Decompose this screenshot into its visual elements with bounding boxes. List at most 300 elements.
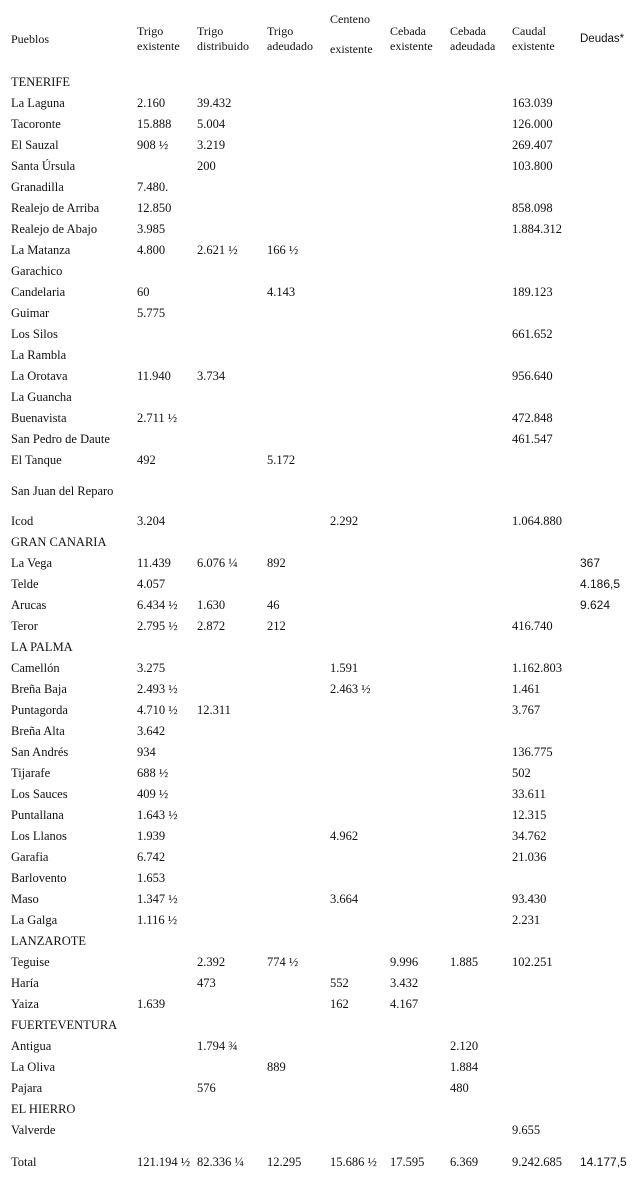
trigo-existente-cell: 11.439 (137, 556, 171, 570)
trigo-distribuido-cell: 82.336 ¼ (197, 1154, 244, 1169)
centeno-existente-cell (325, 1057, 385, 1078)
deudas-cell (575, 114, 637, 135)
cebada-adeudada-cell (445, 721, 507, 742)
centeno-existente-cell: 1.591 (330, 661, 359, 675)
trigo-distribuido-cell (192, 429, 262, 450)
trigo-distribuido-cell (192, 826, 262, 847)
centeno-existente-cell (325, 471, 385, 511)
trigo-distribuido-cell: 6.076 ¼ (197, 556, 238, 570)
pueblo-cell: Santa Úrsula (11, 159, 76, 173)
trigo-distribuido-cell (192, 511, 262, 532)
table-row (6, 952, 637, 973)
trigo-distribuido-cell (192, 177, 262, 198)
total-row (6, 1141, 637, 1183)
trigo-adeudado-cell (262, 156, 325, 177)
deudas-cell (575, 910, 637, 931)
deudas-cell (575, 345, 637, 366)
centeno-existente-cell (325, 910, 385, 931)
table-row (6, 784, 637, 805)
pueblo-cell: Puntagorda (11, 703, 68, 717)
trigo-existente-cell: 4.710 ½ (137, 703, 178, 717)
pueblo-cell: Guimar (11, 306, 50, 320)
centeno-existente-cell (325, 240, 385, 261)
caudal-existente-cell: 416.740 (512, 619, 553, 633)
trigo-adeudado-cell: 774 ½ (267, 955, 299, 969)
header-centeno-existente (325, 6, 385, 72)
cebada-existente-cell (385, 177, 445, 198)
caudal-existente-cell (507, 1078, 575, 1099)
deudas-cell (575, 261, 637, 282)
cebada-adeudada-cell (445, 763, 507, 784)
centeno-existente-cell (325, 303, 385, 324)
caudal-existente-cell (507, 1036, 575, 1057)
cebada-adeudada-cell (445, 742, 507, 763)
table-row (6, 240, 637, 261)
header-pueblos: Pueblos (11, 31, 50, 46)
table-row (6, 1036, 637, 1057)
caudal-existente-cell: 34.762 (512, 829, 547, 843)
deudas-cell (575, 282, 637, 303)
trigo-adeudado-cell (262, 700, 325, 721)
trigo-existente-cell: 7.480. (137, 180, 169, 194)
cebada-existente-cell (385, 219, 445, 240)
cebada-existente-cell (385, 1120, 445, 1141)
cebada-adeudada-cell (445, 429, 507, 450)
table-row (6, 1078, 637, 1099)
trigo-existente-cell: 1.639 (137, 997, 166, 1011)
cebada-existente-cell (385, 429, 445, 450)
pueblo-cell: Antigua (11, 1039, 52, 1053)
cebada-existente-cell: 4.167 (390, 997, 419, 1011)
pueblo-cell: Camellón (11, 661, 60, 675)
cebada-adeudada-cell (445, 366, 507, 387)
trigo-existente-cell: 1.939 (137, 829, 166, 843)
trigo-existente-cell (132, 1036, 192, 1057)
trigo-adeudado-cell (262, 135, 325, 156)
trigo-adeudado-cell (262, 387, 325, 408)
cebada-existente-cell (385, 574, 445, 595)
trigo-adeudado-cell (262, 261, 325, 282)
pueblo-cell: Breña Alta (11, 724, 65, 738)
deudas-cell (575, 156, 637, 177)
cebada-existente-cell (385, 156, 445, 177)
centeno-existente-cell (325, 219, 385, 240)
pueblo-cell: Telde (11, 577, 39, 591)
cebada-existente-cell (385, 889, 445, 910)
caudal-existente-cell: 661.652 (512, 327, 553, 341)
centeno-existente-cell (325, 324, 385, 345)
table-row (6, 93, 637, 114)
trigo-adeudado-cell (262, 198, 325, 219)
cebada-adeudada-cell: 1.885 (450, 955, 479, 969)
island-header-row (6, 931, 637, 952)
trigo-distribuido-cell (192, 574, 262, 595)
trigo-distribuido-cell (192, 784, 262, 805)
centeno-existente-cell: 3.664 (330, 892, 359, 906)
island-name: LANZAROTE (11, 934, 86, 948)
caudal-existente-cell (507, 450, 575, 471)
deudas-cell (575, 1078, 637, 1099)
cebada-existente-cell (385, 408, 445, 429)
cebada-adeudada-cell (445, 114, 507, 135)
centeno-existente-cell: 2.292 (330, 514, 359, 528)
table-row (6, 616, 637, 637)
cebada-existente-cell (385, 135, 445, 156)
trigo-distribuido-cell (192, 889, 262, 910)
trigo-distribuido-cell (192, 1120, 262, 1141)
island-name: LA PALMA (11, 640, 73, 654)
table-row (6, 763, 637, 784)
pueblo-cell: Breña Baja (11, 682, 67, 696)
table-row (6, 1057, 637, 1078)
centeno-existente-cell (325, 345, 385, 366)
caudal-existente-cell: 3.767 (512, 703, 541, 717)
trigo-adeudado-cell (262, 889, 325, 910)
table-row (6, 303, 637, 324)
pueblo-cell: Tacoronte (11, 117, 61, 131)
trigo-existente-cell: 3.985 (137, 222, 166, 236)
table-row (6, 700, 637, 721)
table-row (6, 366, 637, 387)
pueblo-cell: Teguise (11, 955, 50, 969)
island-header-row (6, 1099, 637, 1120)
cebada-adeudada-cell (445, 826, 507, 847)
cebada-existente-cell (385, 553, 445, 574)
deudas-cell (575, 387, 637, 408)
pueblo-cell: San Pedro de Daute (11, 432, 110, 446)
trigo-distribuido-cell (192, 408, 262, 429)
cebada-existente-cell (385, 847, 445, 868)
table-row (6, 429, 637, 450)
pueblo-cell: Icod (11, 514, 34, 528)
trigo-existente-cell: 3.204 (137, 514, 166, 528)
cebada-adeudada-cell (445, 219, 507, 240)
header-caudal-existente: Caudal existente (512, 24, 555, 53)
table-row (6, 910, 637, 931)
trigo-distribuido-cell (192, 679, 262, 700)
cebada-existente-cell (385, 679, 445, 700)
pueblo-cell: La Guancha (11, 390, 72, 404)
centeno-existente-cell: 162 (330, 997, 349, 1011)
pueblo-cell: La Orotava (11, 369, 68, 383)
trigo-distribuido-cell (192, 219, 262, 240)
caudal-existente-cell (507, 553, 575, 574)
cebada-adeudada-cell (445, 1120, 507, 1141)
trigo-distribuido-cell: 3.734 (197, 369, 226, 383)
cebada-existente-cell (385, 1057, 445, 1078)
trigo-adeudado-cell (262, 742, 325, 763)
trigo-adeudado-cell (262, 973, 325, 994)
caudal-existente-cell (507, 303, 575, 324)
caudal-existente-cell: 9.655 (512, 1123, 541, 1137)
trigo-adeudado-cell: 212 (267, 619, 286, 633)
trigo-adeudado-cell: 889 (267, 1060, 286, 1074)
table-row (6, 282, 637, 303)
cebada-existente-cell (385, 471, 445, 511)
caudal-existente-cell (507, 240, 575, 261)
caudal-existente-cell: 93.430 (512, 892, 547, 906)
deudas-cell: 4.186,5 (580, 577, 621, 591)
caudal-existente-cell: 461.547 (512, 432, 553, 446)
trigo-existente-cell: 3.275 (137, 661, 166, 675)
pueblo-cell: Total (11, 1154, 37, 1169)
cebada-existente-cell (385, 763, 445, 784)
trigo-distribuido-cell (192, 847, 262, 868)
trigo-adeudado-cell (262, 1078, 325, 1099)
pueblo-cell: Garachico (11, 264, 63, 278)
trigo-distribuido-cell (192, 387, 262, 408)
pueblo-cell: El Sauzal (11, 138, 59, 152)
trigo-distribuido-cell: 5.004 (197, 117, 226, 131)
cebada-adeudada-cell (445, 574, 507, 595)
cebada-adeudada-cell (445, 805, 507, 826)
deudas-cell (575, 784, 637, 805)
trigo-existente-cell: 6.742 (137, 850, 166, 864)
pueblo-cell: Los Sauces (11, 787, 68, 801)
trigo-adeudado-cell (262, 114, 325, 135)
caudal-existente-cell: 9.242.685 (512, 1154, 562, 1169)
centeno-existente-cell (325, 93, 385, 114)
caudal-existente-cell (507, 574, 575, 595)
trigo-existente-cell: 12.850 (137, 201, 172, 215)
pueblo-cell: Candelaria (11, 285, 66, 299)
cebada-existente-cell (385, 784, 445, 805)
centeno-existente-cell (325, 1120, 385, 1141)
table-row (6, 261, 637, 282)
pueblo-cell: Haría (11, 976, 39, 990)
deudas-cell (575, 889, 637, 910)
caudal-existente-cell: 102.251 (512, 955, 553, 969)
cebada-adeudada-cell (445, 240, 507, 261)
trigo-adeudado-cell (262, 219, 325, 240)
pueblo-cell: La Galga (11, 913, 58, 927)
table-row (6, 135, 637, 156)
trigo-existente-cell (132, 261, 192, 282)
pueblo-cell: Maso (11, 892, 39, 906)
pueblo-cell: La Vega (11, 556, 53, 570)
cebada-adeudada-cell (445, 994, 507, 1015)
pueblo-cell: Tijarafe (11, 766, 51, 780)
cebada-adeudada-cell (445, 553, 507, 574)
centeno-existente-cell (325, 574, 385, 595)
caudal-existente-cell: 269.407 (512, 138, 553, 152)
cebada-adeudada-cell (445, 784, 507, 805)
centeno-existente-cell (325, 198, 385, 219)
trigo-existente-cell: 15.888 (137, 117, 172, 131)
trigo-adeudado-cell: 4.143 (267, 285, 296, 299)
deudas-cell: 14.177,5 (580, 1154, 627, 1169)
pueblo-cell: Barlovento (11, 871, 67, 885)
centeno-existente-cell: 2.463 ½ (330, 682, 371, 696)
trigo-existente-cell (132, 429, 192, 450)
trigo-adeudado-cell (262, 511, 325, 532)
trigo-adeudado-cell: 892 (267, 556, 286, 570)
cebada-existente-cell (385, 721, 445, 742)
trigo-existente-cell: 4.800 (137, 243, 166, 257)
pueblo-cell: Buenavista (11, 411, 67, 425)
trigo-adeudado-cell (262, 574, 325, 595)
table-row (6, 553, 637, 574)
header-centeno-line2: existente (330, 42, 373, 56)
cebada-existente-cell (385, 324, 445, 345)
centeno-existente-cell (325, 261, 385, 282)
centeno-existente-cell (325, 784, 385, 805)
deudas-cell (575, 240, 637, 261)
deudas-cell (575, 303, 637, 324)
caudal-existente-cell: 502 (512, 766, 531, 780)
cebada-adeudada-cell: 2.120 (450, 1039, 479, 1053)
caudal-existente-cell (507, 868, 575, 889)
trigo-adeudado-cell (262, 177, 325, 198)
deudas-cell (575, 868, 637, 889)
centeno-existente-cell (325, 429, 385, 450)
centeno-existente-cell (325, 595, 385, 616)
centeno-existente-cell (325, 721, 385, 742)
cebada-adeudada-cell (445, 868, 507, 889)
trigo-distribuido-cell: 200 (197, 159, 216, 173)
trigo-adeudado-cell (262, 324, 325, 345)
deudas-cell (575, 198, 637, 219)
cebada-existente-cell (385, 387, 445, 408)
deudas-cell (575, 952, 637, 973)
caudal-existente-cell: 858.098 (512, 201, 553, 215)
trigo-distribuido-cell (192, 303, 262, 324)
cebada-existente-cell (385, 511, 445, 532)
table-row (6, 889, 637, 910)
cebada-existente-cell (385, 261, 445, 282)
table-row (6, 574, 637, 595)
deudas-cell (575, 1057, 637, 1078)
caudal-existente-cell: 189.123 (512, 285, 553, 299)
table-row (6, 826, 637, 847)
pueblo-cell: El Tanque (11, 453, 62, 467)
table-row (6, 805, 637, 826)
header-cebada-existente: Cebada existente (390, 24, 433, 53)
trigo-distribuido-cell: 39.432 (197, 96, 232, 110)
deudas-cell (575, 471, 637, 511)
cebada-existente-cell (385, 595, 445, 616)
trigo-adeudado-cell (262, 910, 325, 931)
centeno-existente-cell (325, 847, 385, 868)
trigo-existente-cell: 5.775 (137, 306, 166, 320)
trigo-existente-cell: 1.653 (137, 871, 166, 885)
trigo-distribuido-cell (192, 742, 262, 763)
trigo-adeudado-cell (262, 868, 325, 889)
caudal-existente-cell: 163.039 (512, 96, 553, 110)
caudal-existente-cell: 136.775 (512, 745, 553, 759)
cebada-adeudada-cell (445, 471, 507, 511)
pueblo-cell: La Laguna (11, 96, 65, 110)
header-trigo-adeudado: Trigo adeudado (267, 24, 313, 53)
table-row (6, 679, 637, 700)
table-row (6, 471, 637, 511)
deudas-cell: 9.624 (580, 598, 611, 612)
cebada-adeudada-cell (445, 156, 507, 177)
caudal-existente-cell: 2.231 (512, 913, 541, 927)
trigo-existente-cell (132, 387, 192, 408)
cebada-adeudada-cell (445, 889, 507, 910)
trigo-adeudado-cell (262, 471, 325, 511)
deudas-cell (575, 679, 637, 700)
pueblo-cell: Granadilla (11, 180, 64, 194)
caudal-existente-cell: 33.611 (512, 787, 546, 801)
cebada-existente-cell (385, 616, 445, 637)
table-row (6, 847, 637, 868)
caudal-existente-cell: 1.162.803 (512, 661, 562, 675)
pueblo-cell: San Juan del Reparo (11, 483, 114, 498)
trigo-adeudado-cell (262, 1036, 325, 1057)
trigo-adeudado-cell (262, 658, 325, 679)
table-row (6, 219, 637, 240)
deudas-cell (575, 93, 637, 114)
island-name: FUERTEVENTURA (11, 1018, 118, 1032)
table-row (6, 450, 637, 471)
trigo-existente-cell: 2.160 (137, 96, 166, 110)
deudas-cell (575, 177, 637, 198)
pueblo-cell: Realejo de Arriba (11, 201, 100, 215)
header-trigo-existente: Trigo existente (137, 24, 180, 53)
table-row (6, 511, 637, 532)
trigo-adeudado-cell (262, 826, 325, 847)
deudas-cell (575, 1036, 637, 1057)
cebada-adeudada-cell (445, 282, 507, 303)
trigo-existente-cell (132, 345, 192, 366)
trigo-adeudado-cell (262, 345, 325, 366)
deudas-cell (575, 324, 637, 345)
trigo-existente-cell: 2.711 ½ (137, 411, 178, 425)
deudas-cell (575, 450, 637, 471)
cebada-existente-cell (385, 1078, 445, 1099)
trigo-adeudado-cell (262, 784, 325, 805)
trigo-existente-cell: 908 ½ (137, 138, 169, 152)
trigo-existente-cell: 60 (137, 285, 150, 299)
cebada-existente-cell (385, 450, 445, 471)
centeno-existente-cell (325, 1036, 385, 1057)
caudal-existente-cell: 12.315 (512, 808, 547, 822)
trigo-existente-cell: 6.434 ½ (137, 598, 178, 612)
trigo-distribuido-cell (192, 1057, 262, 1078)
cebada-adeudada-cell (445, 595, 507, 616)
pueblo-cell: La Rambla (11, 348, 67, 362)
deudas-cell (575, 826, 637, 847)
grain-and-funds-table (6, 6, 637, 1183)
trigo-existente-cell (132, 471, 192, 511)
deudas-cell (575, 763, 637, 784)
trigo-distribuido-cell: 576 (197, 1081, 216, 1095)
trigo-existente-cell (132, 1120, 192, 1141)
caudal-existente-cell (507, 471, 575, 511)
pueblo-cell: Realejo de Abajo (11, 222, 98, 236)
cebada-adeudada-cell (445, 177, 507, 198)
caudal-existente-cell: 126.000 (512, 117, 553, 131)
trigo-adeudado-cell (262, 408, 325, 429)
trigo-existente-cell (132, 1078, 192, 1099)
trigo-distribuido-cell: 2.872 (197, 619, 226, 633)
deudas-cell (575, 1120, 637, 1141)
cebada-existente-cell (385, 366, 445, 387)
pueblo-cell: La Matanza (11, 243, 71, 257)
table-body (6, 72, 637, 1183)
trigo-adeudado-cell (262, 679, 325, 700)
trigo-adeudado-cell (262, 1120, 325, 1141)
trigo-existente-cell (132, 952, 192, 973)
caudal-existente-cell: 472.848 (512, 411, 553, 425)
caudal-existente-cell: 1.064.880 (512, 514, 562, 528)
caudal-existente-cell: 21.036 (512, 850, 547, 864)
trigo-distribuido-cell (192, 721, 262, 742)
trigo-existente-cell: 1.347 ½ (137, 892, 178, 906)
deudas-cell (575, 973, 637, 994)
